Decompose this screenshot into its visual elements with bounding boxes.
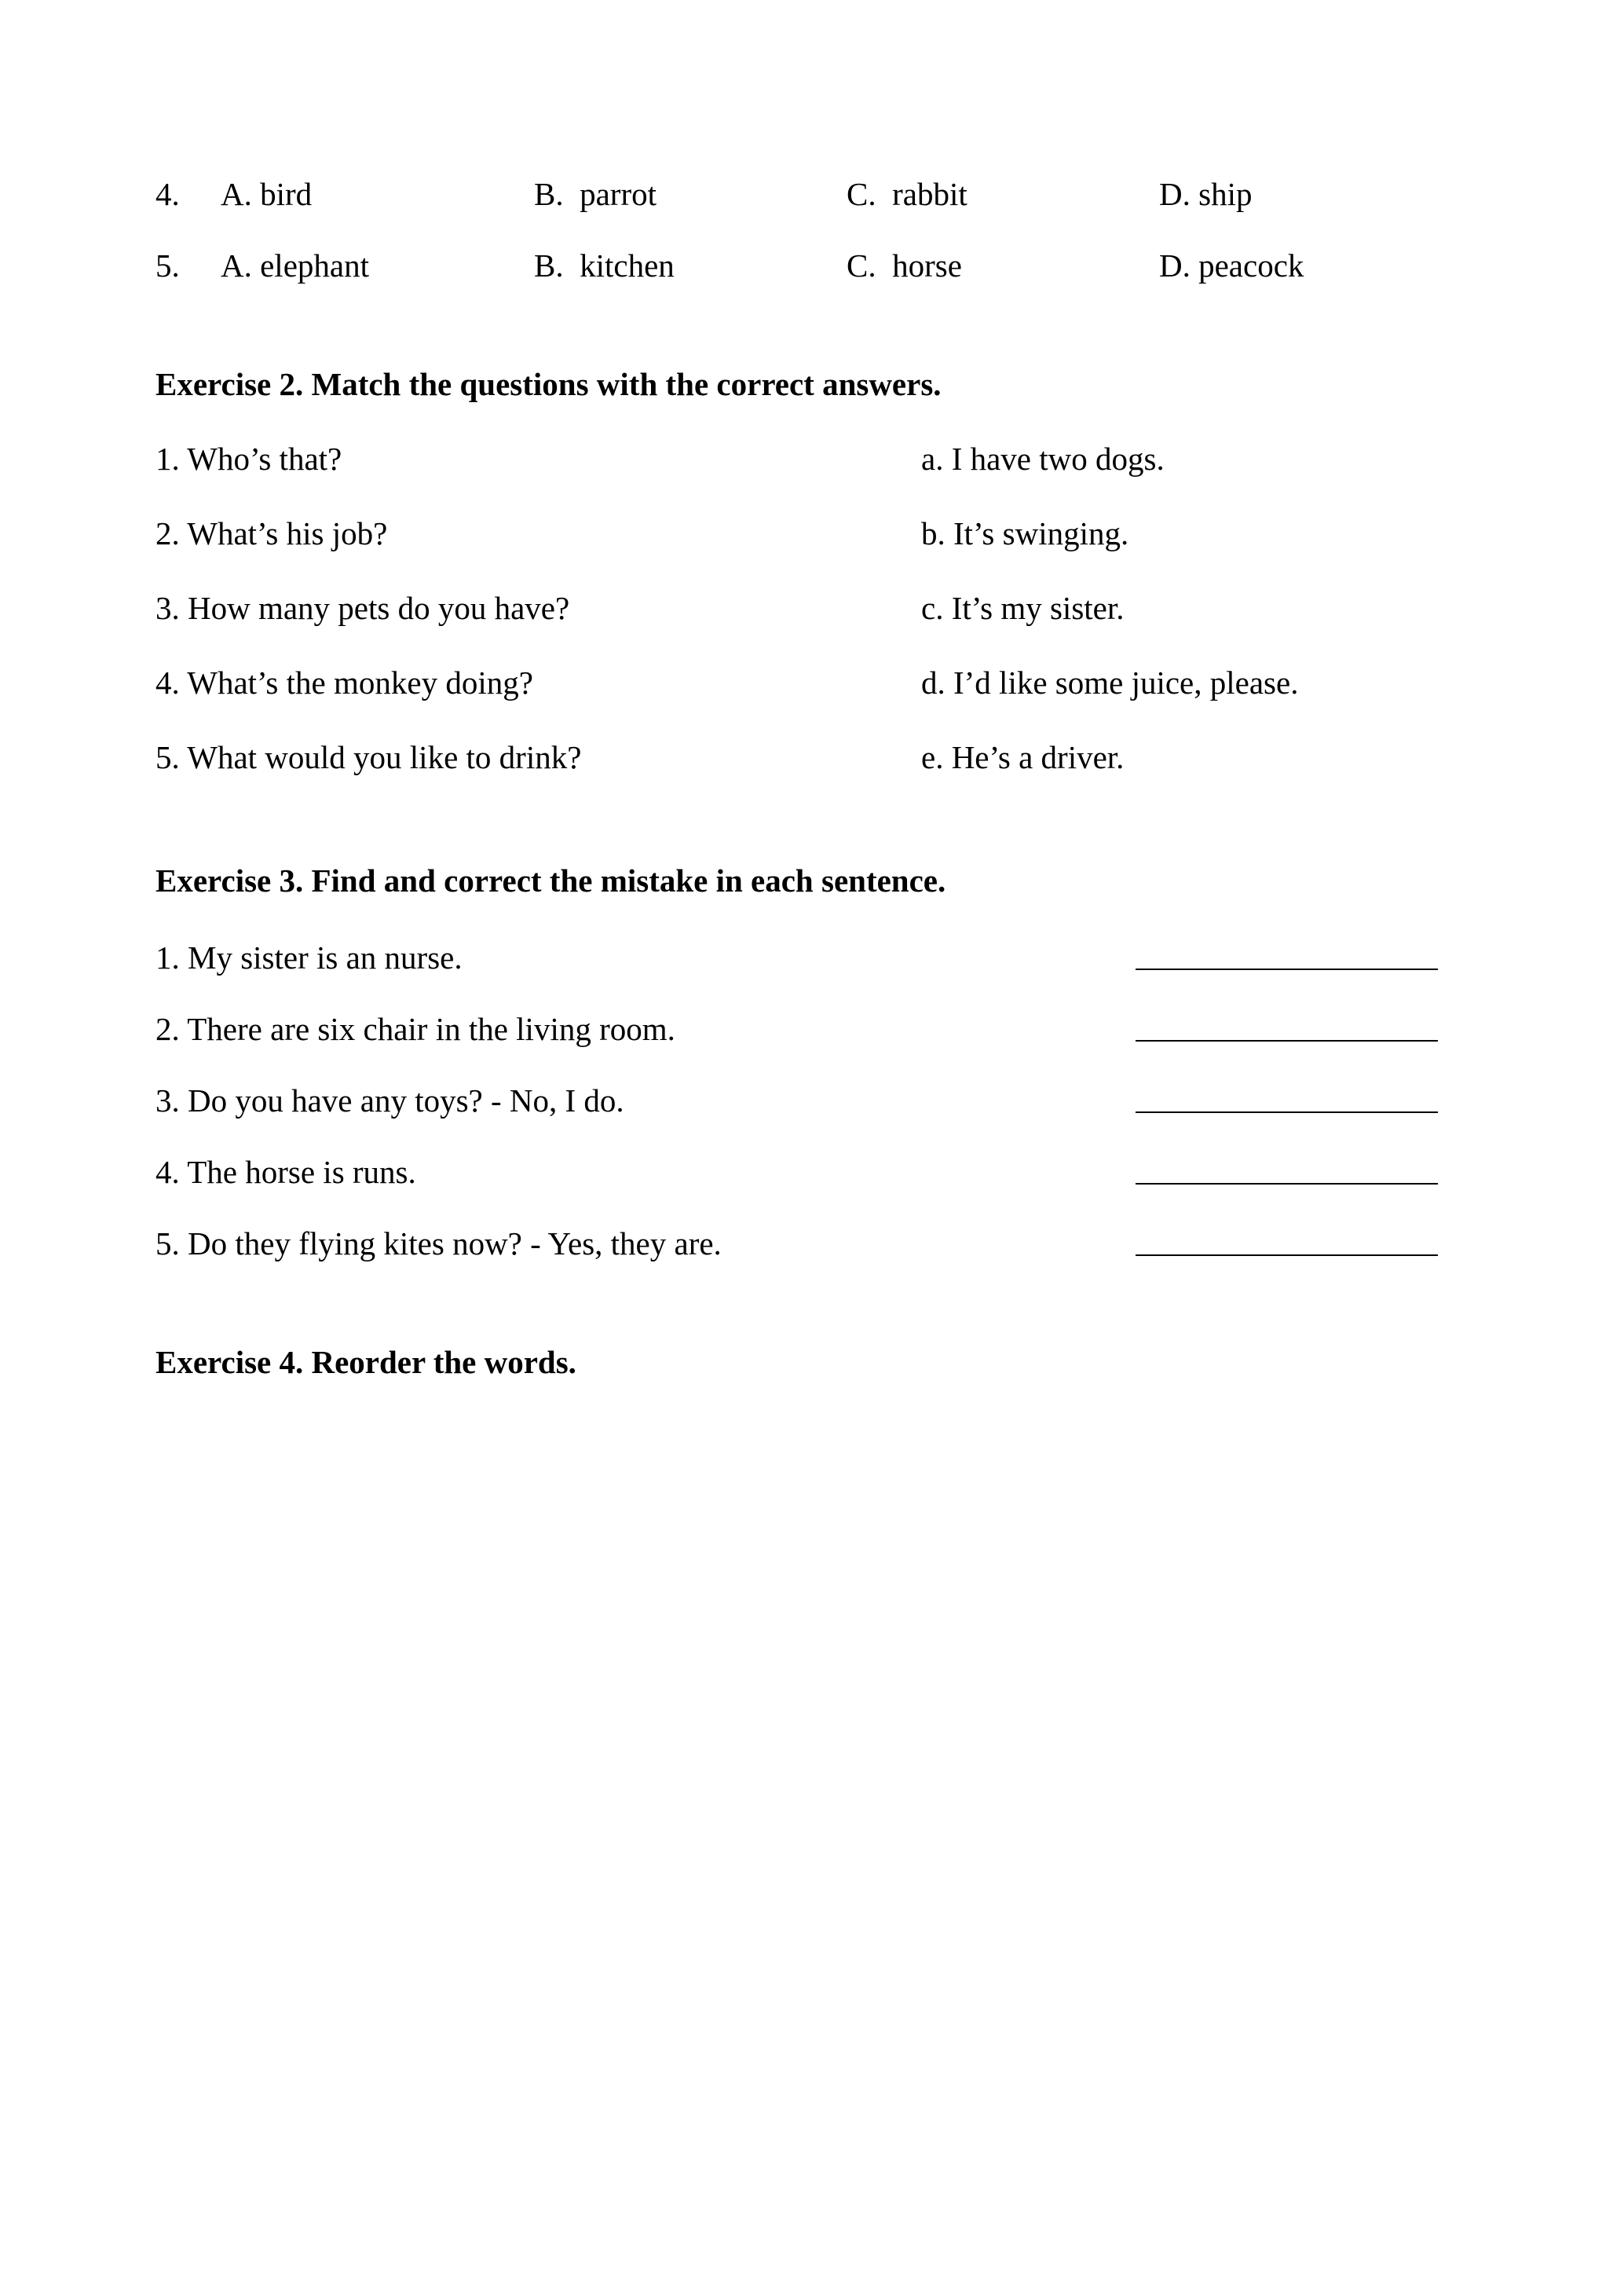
option-a: A. elephant xyxy=(221,247,369,284)
option-d: D. ship xyxy=(1159,176,1253,212)
exercise3-sentence-4 xyxy=(0,1148,1624,1196)
answer: a. I have two dogs. xyxy=(921,441,1165,477)
sentence: 4. The horse is runs. xyxy=(155,1154,416,1190)
option-a: A. bird xyxy=(221,176,313,212)
question: 5. What would you like to drink? xyxy=(155,739,582,775)
answer: e. He’s a driver. xyxy=(921,739,1125,775)
answer-blank[interactable] xyxy=(1136,934,1438,970)
question: 1. Who’s that? xyxy=(155,441,342,477)
option-c: C. rabbit xyxy=(847,176,967,212)
option-b: B. kitchen xyxy=(534,247,675,284)
option-d: D. peacock xyxy=(1159,247,1304,284)
option-c: C. horse xyxy=(847,247,962,284)
exercise3-sentence-3 xyxy=(0,1077,1624,1124)
exercise3-sentence-2 xyxy=(0,1005,1624,1053)
sentence: 5. Do they flying kites now? - Yes, they are. xyxy=(155,1225,722,1262)
exercise2-pair-5 xyxy=(0,734,1624,781)
exercise2-heading-row xyxy=(0,361,1624,408)
exercise3-heading-row xyxy=(0,857,1624,904)
exercise1-item-4 xyxy=(0,170,1624,218)
answer-blank[interactable] xyxy=(1136,1005,1438,1042)
exercise2-pair-2 xyxy=(0,510,1624,557)
question: 3. How many pets do you have? xyxy=(155,590,570,626)
sentence: 2. There are six chair in the living room. xyxy=(155,1011,675,1047)
answer: d. I’d like some juice, please. xyxy=(921,665,1299,701)
exercise2-pair-4 xyxy=(0,659,1624,706)
item-number: 5. xyxy=(155,247,180,284)
exercise1-item-5 xyxy=(0,242,1624,289)
answer-blank[interactable] xyxy=(1136,1077,1438,1113)
exercise3-sentence-5 xyxy=(0,1220,1624,1267)
question: 2. What’s his job? xyxy=(155,515,388,551)
answer-blank[interactable] xyxy=(1136,1220,1438,1256)
exercise2-heading: Exercise 2. Match the questions with the correct answers. xyxy=(155,366,942,402)
answer: c. It’s my sister. xyxy=(921,590,1125,626)
answer: b. It’s swinging. xyxy=(921,515,1129,551)
exercise3-sentence-1 xyxy=(0,934,1624,981)
exercise3-heading: Exercise 3. Find and correct the mistake in each sentence. xyxy=(155,862,946,899)
exercise2-pair-1 xyxy=(0,435,1624,482)
answer-blank[interactable] xyxy=(1136,1148,1438,1185)
sentence: 3. Do you have any toys? - No, I do. xyxy=(155,1082,624,1119)
item-number: 4. xyxy=(155,176,180,212)
exercise4-heading: Exercise 4. Reorder the words. xyxy=(155,1344,576,1380)
question: 4. What’s the monkey doing? xyxy=(155,665,533,701)
option-b: B. parrot xyxy=(534,176,657,212)
sentence: 1. My sister is an nurse. xyxy=(155,939,463,976)
exercise4-heading-row xyxy=(0,1338,1624,1386)
exercise2-pair-3 xyxy=(0,584,1624,632)
